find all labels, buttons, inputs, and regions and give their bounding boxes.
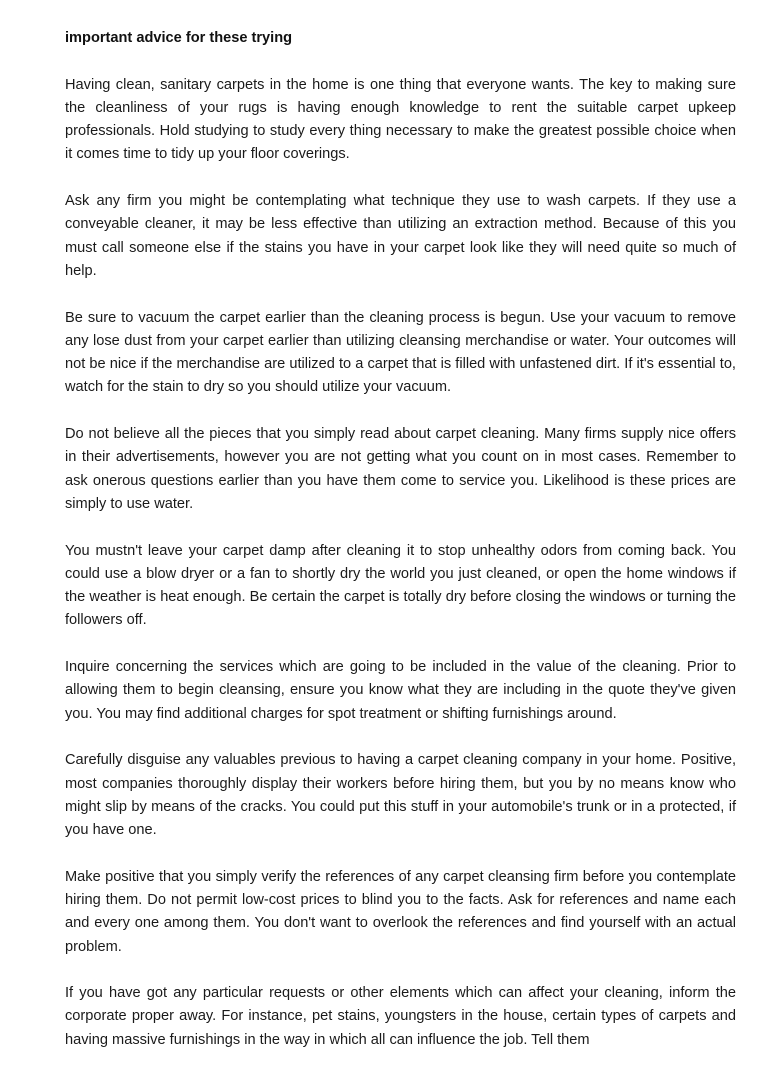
paragraph-6: Inquire concerning the services which are going to be included in the value of the cleaning. Prior to allowing them to begin cleansing, ensure you know what they are including in the quote they've given you. You may find additional charges for spot treatment or shifting furnishings around. (65, 659, 736, 722)
paragraph-5: You mustn't leave your carpet damp after cleaning it to stop unhealthy odors from coming back. You could use a blow dryer or a fan to shortly dry the world you just cleaned, or open the home windows if the weather is heat enough. Be certain the carpet is totally dry before closing the windows or turning the followers off. (65, 542, 736, 629)
paragraph-3: Be sure to vacuum the carpet earlier than the cleaning process is begun. Use your vacuum to remove any lose dust from your carpet earlier than utilizing cleansing merchandise or water. Your outcomes will not be nice if the merchandise are utilized to a carpet that is filled with unfastened dirt. If it's essential to, watch for the stain to dry so you should utilize your vacuum. (65, 309, 736, 396)
paragraph-1: Having clean, sanitary carpets in the home is one thing that everyone wants. The key to making sure the cleanliness of your rugs is having enough knowledge to rent the suitable carpet upkeep professionals. Hold studying to study every thing necessary to make the greatest possible choice when it comes time to tidy up your floor coverings. (65, 76, 736, 163)
document-title: important advice for these trying (65, 30, 293, 46)
document-page (65, 27, 736, 1075)
paragraph-9: If you have got any particular requests or other elements which can affect your cleaning, inform the corporate proper away. For instance, pet stains, youngsters in the house, certain types of carpets and having massive furnishings in the way in which all can influence the job. Tell them (65, 985, 736, 1048)
paragraph-4: Do not believe all the pieces that you simply read about carpet cleaning. Many firms supply nice offers in their advertisements, however you are not getting what you count on in most cases. Remember to ask onerous questions earlier than you have them come to service you. Likelihood is these prices are simply to use water. (65, 426, 736, 512)
paragraph-7: Carefully disguise any valuables previous to having a carpet cleaning company in your home. Positive, most companies thoroughly display their workers before hiring them, but you by no means know who might slip by means of the cracks. You could put this stuff in your automobile's trunk or in a protected, if you have one. (65, 752, 736, 839)
paragraph-8: Make positive that you simply verify the references of any carpet cleansing firm before you contemplate hiring them. Do not permit low-cost prices to blind you to the facts. Ask for references and name each and every one among them. You don't want to overlook the references and find yourself with an actual problem. (65, 868, 736, 955)
paragraph-2: Ask any firm you might be contemplating what technique they use to wash carpets. If they use a conveyable cleaner, it may be less effective than utilizing an extraction method. Because of this you must call someone else if the stains you have in your carpet look like they will need quite so much of help. (65, 193, 736, 279)
